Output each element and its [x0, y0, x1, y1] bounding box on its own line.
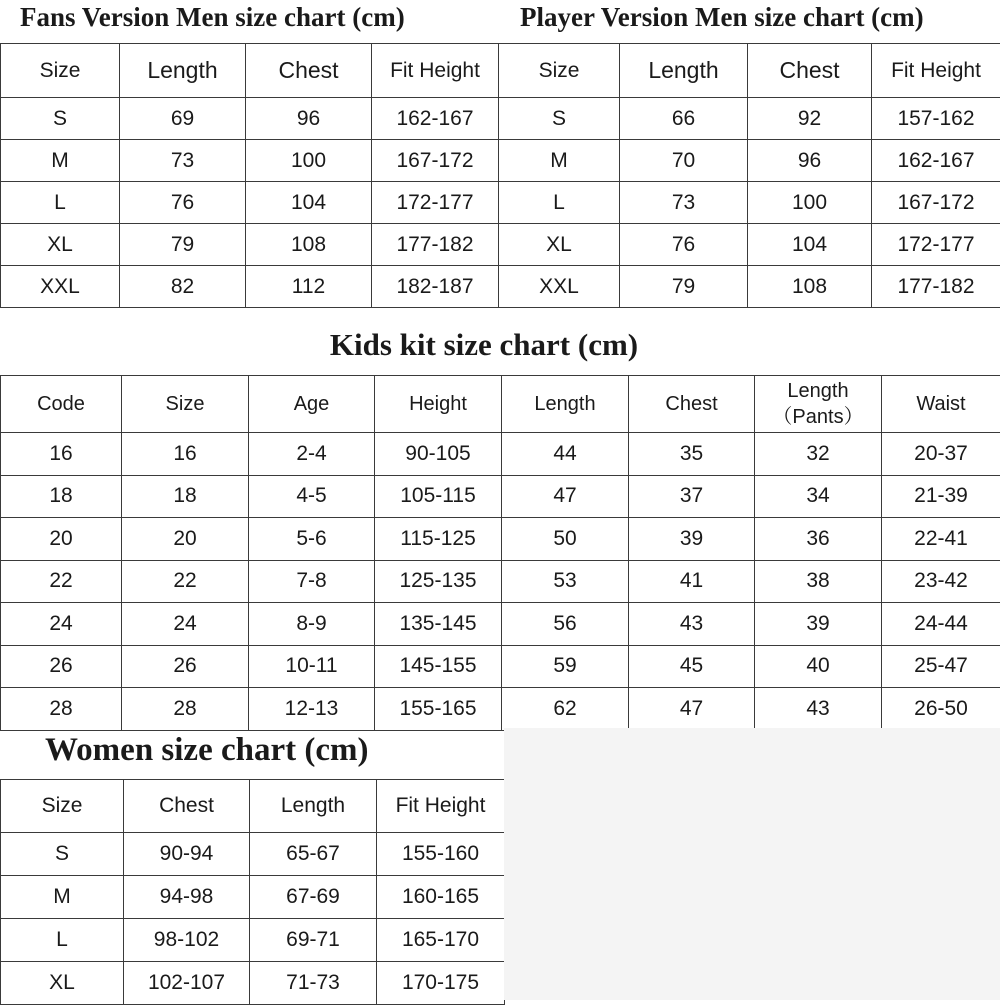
- table-row: [1, 603, 1000, 646]
- cell-waist: 22-41: [882, 518, 1000, 561]
- table-row: [499, 140, 1000, 182]
- cell-chest: 96: [246, 98, 372, 140]
- cell-length: 67-69: [250, 876, 377, 919]
- column-header-chest: Chest: [629, 376, 755, 433]
- column-header-chest: Chest: [748, 44, 872, 98]
- column-header-size: Size: [122, 376, 249, 433]
- cell-pants-length: 38: [755, 560, 882, 603]
- table-header-row: [499, 44, 1000, 98]
- empty-panel: [504, 728, 1000, 1000]
- table-row: [1, 518, 1000, 561]
- cell-size: XXL: [1, 266, 120, 308]
- cell-age: 4-5: [249, 475, 375, 518]
- fans-chart-title: Fans Version Men size chart (cm): [20, 2, 405, 33]
- cell-chest: 104: [748, 224, 872, 266]
- column-header-age: Age: [249, 376, 375, 433]
- cell-length: 71-73: [250, 962, 377, 1005]
- cell-code: 24: [1, 603, 122, 646]
- cell-age: 8-9: [249, 603, 375, 646]
- column-header-size: Size: [1, 44, 120, 98]
- cell-chest: 90-94: [124, 833, 250, 876]
- table-row: [1, 919, 505, 962]
- table-row: [1, 266, 499, 308]
- table-row: [499, 266, 1000, 308]
- player-size-table: [498, 43, 1000, 308]
- cell-chest: 35: [629, 433, 755, 476]
- cell-height: 145-155: [375, 645, 502, 688]
- table-row: [1, 475, 1000, 518]
- cell-chest: 37: [629, 475, 755, 518]
- cell-waist: 20-37: [882, 433, 1000, 476]
- cell-fit-height: 162-167: [372, 98, 499, 140]
- cell-size: XXL: [499, 266, 620, 308]
- cell-chest: 92: [748, 98, 872, 140]
- cell-pants-length: 34: [755, 475, 882, 518]
- cell-length: 70: [620, 140, 748, 182]
- column-header-fit-height: Fit Height: [372, 44, 499, 98]
- cell-fit-height: 172-177: [872, 224, 1000, 266]
- table-row: [1, 98, 499, 140]
- player-chart-title: Player Version Men size chart (cm): [520, 2, 924, 33]
- column-header-size: Size: [1, 780, 124, 833]
- cell-size: S: [499, 98, 620, 140]
- table-row: [1, 962, 505, 1005]
- cell-waist: 23-42: [882, 560, 1000, 603]
- cell-size: XL: [1, 962, 124, 1005]
- cell-size: XL: [499, 224, 620, 266]
- table-row: [1, 560, 1000, 603]
- fans-size-table: [0, 43, 499, 308]
- column-header-fit-height: Fit Height: [872, 44, 1000, 98]
- cell-fit-height: 177-182: [872, 266, 1000, 308]
- cell-chest: 108: [246, 224, 372, 266]
- column-header-length: Length: [502, 376, 629, 433]
- cell-length: 47: [502, 475, 629, 518]
- cell-age: 12-13: [249, 688, 375, 731]
- cell-waist: 24-44: [882, 603, 1000, 646]
- cell-size: 28: [122, 688, 249, 731]
- cell-length: 82: [120, 266, 246, 308]
- cell-height: 105-115: [375, 475, 502, 518]
- cell-length: 79: [120, 224, 246, 266]
- cell-fit-height: 162-167: [872, 140, 1000, 182]
- cell-age: 10-11: [249, 645, 375, 688]
- cell-size: 16: [122, 433, 249, 476]
- cell-code: 16: [1, 433, 122, 476]
- cell-age: 2-4: [249, 433, 375, 476]
- cell-pants-length: 39: [755, 603, 882, 646]
- cell-chest: 45: [629, 645, 755, 688]
- cell-chest: 47: [629, 688, 755, 731]
- cell-code: 22: [1, 560, 122, 603]
- kids-size-table: [0, 375, 1000, 731]
- cell-code: 26: [1, 645, 122, 688]
- cell-pants-length: 43: [755, 688, 882, 731]
- cell-chest: 98-102: [124, 919, 250, 962]
- cell-fit-height: 160-165: [377, 876, 505, 919]
- table-header-row: [1, 780, 505, 833]
- column-header-fit-height: Fit Height: [377, 780, 505, 833]
- pants-label: （Pants）: [755, 404, 881, 430]
- column-header-code: Code: [1, 376, 122, 433]
- table-row: [1, 833, 505, 876]
- cell-length: 65-67: [250, 833, 377, 876]
- cell-fit-height: 165-170: [377, 919, 505, 962]
- cell-height: 135-145: [375, 603, 502, 646]
- women-size-table: [0, 779, 505, 1005]
- cell-length: 50: [502, 518, 629, 561]
- player-size-chart: [498, 0, 1000, 318]
- cell-length: 69-71: [250, 919, 377, 962]
- cell-pants-length: 40: [755, 645, 882, 688]
- cell-pants-length: 36: [755, 518, 882, 561]
- cell-chest: 100: [748, 182, 872, 224]
- cell-size: XL: [1, 224, 120, 266]
- kids-size-chart: [0, 320, 1000, 728]
- cell-size: S: [1, 98, 120, 140]
- cell-length: 73: [620, 182, 748, 224]
- cell-height: 90-105: [375, 433, 502, 476]
- cell-size: L: [499, 182, 620, 224]
- cell-size: S: [1, 833, 124, 876]
- cell-waist: 26-50: [882, 688, 1000, 731]
- cell-size: 18: [122, 475, 249, 518]
- table-row: [1, 182, 499, 224]
- column-header-size: Size: [499, 44, 620, 98]
- cell-fit-height: 170-175: [377, 962, 505, 1005]
- cell-chest: 96: [748, 140, 872, 182]
- table-row: [1, 688, 1000, 731]
- table-row: [1, 876, 505, 919]
- cell-length: 73: [120, 140, 246, 182]
- women-size-chart: [0, 728, 504, 1000]
- cell-fit-height: 167-172: [372, 140, 499, 182]
- cell-chest: 104: [246, 182, 372, 224]
- cell-chest: 108: [748, 266, 872, 308]
- cell-size: 20: [122, 518, 249, 561]
- cell-code: 20: [1, 518, 122, 561]
- table-header-row: [1, 376, 1000, 433]
- cell-length: 76: [120, 182, 246, 224]
- cell-chest: 39: [629, 518, 755, 561]
- cell-size: 24: [122, 603, 249, 646]
- cell-fit-height: 157-162: [872, 98, 1000, 140]
- pants-length-label: Length: [755, 378, 881, 404]
- cell-length: 76: [620, 224, 748, 266]
- cell-age: 7-8: [249, 560, 375, 603]
- cell-size: M: [1, 876, 124, 919]
- cell-height: 125-135: [375, 560, 502, 603]
- kids-chart-title: Kids kit size chart (cm): [0, 327, 968, 363]
- table-row: [1, 224, 499, 266]
- table-row: [499, 98, 1000, 140]
- cell-pants-length: 32: [755, 433, 882, 476]
- table-header-row: [1, 44, 499, 98]
- cell-length: 69: [120, 98, 246, 140]
- column-header-height: Height: [375, 376, 502, 433]
- table-row: [1, 645, 1000, 688]
- table-row: [1, 433, 1000, 476]
- cell-length: 53: [502, 560, 629, 603]
- cell-fit-height: 167-172: [872, 182, 1000, 224]
- cell-chest: 100: [246, 140, 372, 182]
- cell-fit-height: 172-177: [372, 182, 499, 224]
- table-row: [1, 140, 499, 182]
- fans-size-chart: [0, 0, 498, 318]
- women-chart-title: Women size chart (cm): [45, 732, 368, 769]
- cell-chest: 41: [629, 560, 755, 603]
- cell-length: 62: [502, 688, 629, 731]
- cell-size: M: [499, 140, 620, 182]
- cell-code: 18: [1, 475, 122, 518]
- column-header-pants-length: [755, 376, 882, 433]
- column-header-length: Length: [120, 44, 246, 98]
- cell-fit-height: 177-182: [372, 224, 499, 266]
- cell-chest: 43: [629, 603, 755, 646]
- cell-length: 56: [502, 603, 629, 646]
- cell-length: 44: [502, 433, 629, 476]
- cell-length: 59: [502, 645, 629, 688]
- cell-length: 79: [620, 266, 748, 308]
- cell-fit-height: 155-160: [377, 833, 505, 876]
- cell-fit-height: 182-187: [372, 266, 499, 308]
- cell-waist: 21-39: [882, 475, 1000, 518]
- cell-size: L: [1, 182, 120, 224]
- cell-chest: 102-107: [124, 962, 250, 1005]
- table-row: [499, 182, 1000, 224]
- column-header-waist: Waist: [882, 376, 1000, 433]
- cell-chest: 94-98: [124, 876, 250, 919]
- column-header-length: Length: [620, 44, 748, 98]
- cell-chest: 112: [246, 266, 372, 308]
- cell-size: 26: [122, 645, 249, 688]
- cell-waist: 25-47: [882, 645, 1000, 688]
- column-header-chest: Chest: [124, 780, 250, 833]
- cell-size: M: [1, 140, 120, 182]
- column-header-length: Length: [250, 780, 377, 833]
- table-row: [499, 224, 1000, 266]
- cell-height: 115-125: [375, 518, 502, 561]
- cell-length: 66: [620, 98, 748, 140]
- cell-code: 28: [1, 688, 122, 731]
- column-header-chest: Chest: [246, 44, 372, 98]
- cell-size: L: [1, 919, 124, 962]
- cell-size: 22: [122, 560, 249, 603]
- cell-age: 5-6: [249, 518, 375, 561]
- cell-height: 155-165: [375, 688, 502, 731]
